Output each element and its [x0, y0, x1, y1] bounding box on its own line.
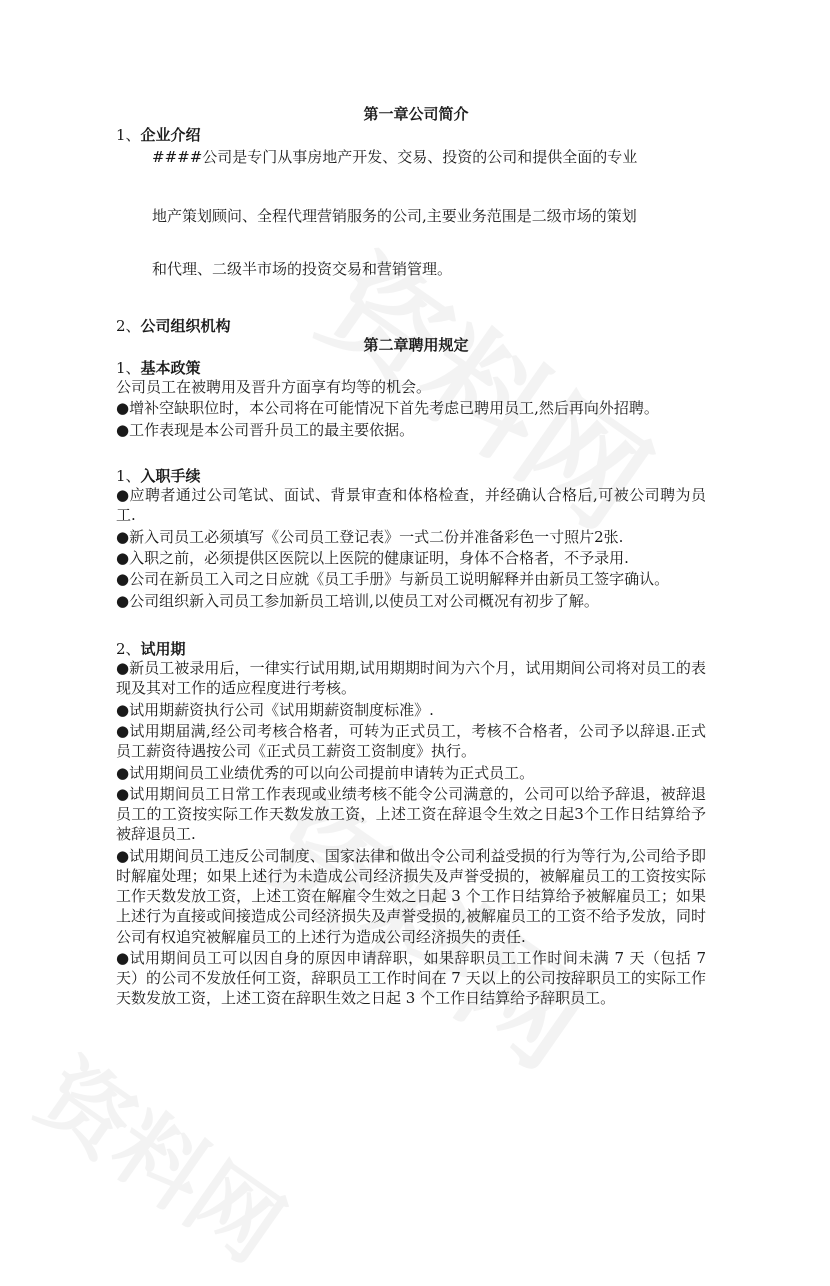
section-onboarding — [116, 465, 201, 486]
paragraph: ●工作表现是本公司晋升员工的最主要依据。 — [116, 420, 415, 439]
section-title: 试用期 — [140, 640, 186, 658]
watermark — [17, 1024, 313, 1285]
intro-line: 和代理、二级半市场的投资交易和营销管理。 — [152, 260, 453, 278]
section-number: 2、 — [116, 640, 141, 658]
intro-line: ####公司是专门从事房地产开发、交易、投资的公司和提供全面的专业 — [152, 148, 638, 166]
basic-policy-body — [116, 377, 706, 441]
section-title: 基本政策 — [140, 359, 201, 377]
paragraph: ●试用期间员工业绩优秀的可以向公司提前申请转为正式员工。 — [116, 763, 535, 782]
paragraph: ●试用期薪资执行公司《试用期薪资制度标准》. — [116, 700, 434, 719]
paragraph: ●公司在新员工入司之日应就《员工手册》与新员工说明解释并由新员工签字确认。 — [116, 570, 670, 589]
paragraph: ●新员工被录用后，一律实行试用期,试用期期时间为六个月，试用期间公司将对员工的表现及其对工作的适应程度进行考核。 — [116, 659, 706, 698]
section-basic-policy — [116, 357, 201, 378]
paragraph: ●试用期间员工违反公司制度、国家法律和做出令公司利益受损的行为等行为,公司给予即时解雇处理；如果上述行为未造成公司经济损失及声誉受损的，被解雇员工的工资按实际工作天数发放工资，上述工资在解雇令生效之日起 3 个工作日结算给予被解雇员工；如果上述行为直接或间接造成公司经济损失及声誉受损的,被解雇员工的工资不给予发放，同时公司有权追究被解雇员工的上述行为造成公司经济损失的责任. — [116, 846, 706, 946]
onboarding-body — [116, 485, 706, 612]
section-number: 1、 — [116, 126, 141, 144]
section-title: 企业介绍 — [140, 126, 201, 144]
intro-line: 地产策划顾问、全程代理营销服务的公司,主要业务范围是二级市场的策划 — [152, 207, 637, 225]
paragraph: ●试用期届满,经公司考核合格者，可转为正式员工，考核不合格者，公司予以辞退.正式员工薪资待遇按公司《正式员工薪资工资制度》执行。 — [116, 721, 706, 761]
paragraph: ●入职之前，必须提供区医院以上医院的健康证明，身体不合格者，不予录用. — [116, 548, 629, 567]
section-enterprise-intro — [116, 124, 201, 145]
paragraph: ●增补空缺职位时，本公司将在可能情况下首先考虑已聘用员工,然后再向外招聘。 — [116, 399, 659, 418]
chapter1-title: 第一章公司简介 — [363, 105, 469, 123]
section-title: 公司组织机构 — [140, 317, 231, 335]
paragraph: ●公司组织新入司员工参加新员工培训,以使员工对公司概况有初步了解。 — [116, 591, 599, 610]
chapter2-title: 第二章聘用规定 — [363, 336, 469, 354]
section-org-structure — [116, 315, 231, 336]
paragraph: 公司员工在被聘用及晋升方面享有均等的机会。 — [116, 378, 432, 396]
paragraph: ●试用期间员工日常工作表现或业绩考核不能令公司满意的，公司可以给予辞退，被辞退员工的工资按实际工作天数发放工资，上述工资在辞退令生效之日起3个工作日结算给予被辞退员工. — [116, 784, 706, 844]
section-probation — [116, 638, 186, 659]
section-title: 入职手续 — [140, 467, 201, 485]
paragraph: ●应聘者通过公司笔试、面试、背景审查和体格检查，并经确认合格后,可被公司聘为员工. — [116, 486, 706, 525]
paragraph: ●新入司员工必须填写《公司员工登记表》一式二份并准备彩色一寸照片2张. — [116, 527, 624, 546]
paragraph: ●试用期间员工可以因自身的原因申请辞职，如果辞职员工工作时间未满 7 天（包括 7 天）的公司不发放任何工资，辞职员工工作时间在 7 天以上的公司按辞职员工的实际工作天数发放工资，上述工资在辞职生效之日起 3 个工作日结算给予辞职员工。 — [116, 948, 706, 1008]
section-number: 1、 — [116, 467, 141, 485]
probation-body — [116, 658, 706, 1010]
section-number: 2、 — [116, 317, 141, 335]
section-number: 1、 — [116, 359, 141, 377]
